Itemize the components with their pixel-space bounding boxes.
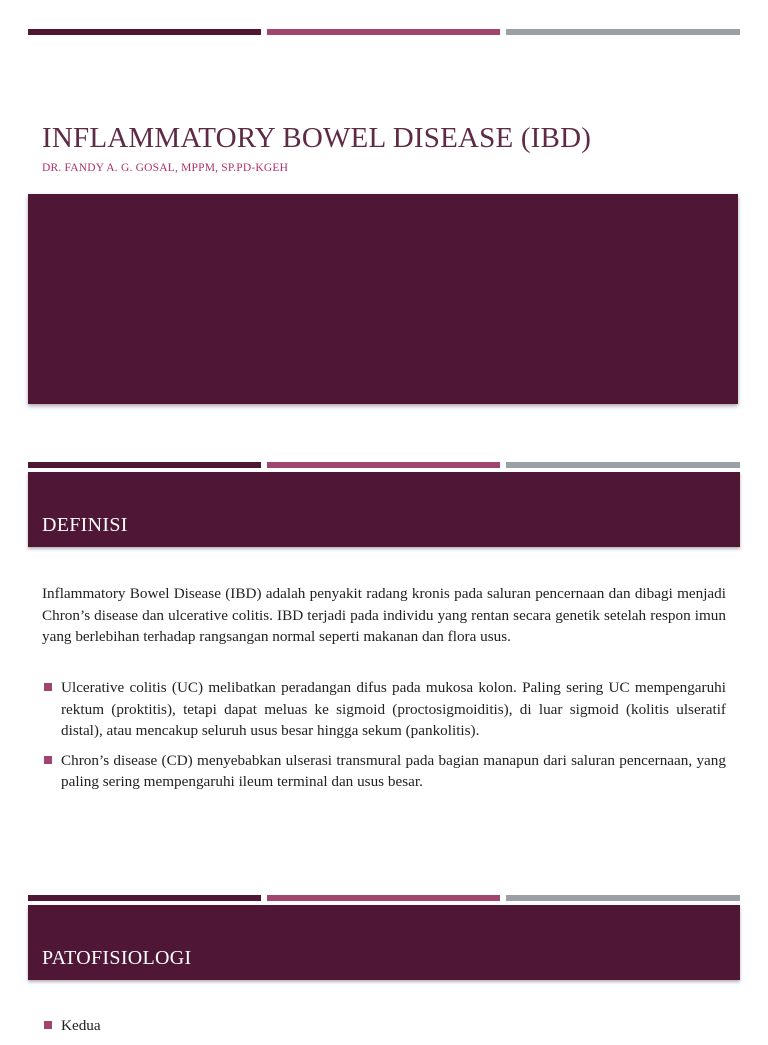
patofisiologi-stripe-accent [267, 895, 500, 901]
list-item [42, 750, 726, 793]
list-item [42, 677, 726, 742]
definisi-bullet-list [42, 677, 726, 801]
patofisiologi-header-band [28, 905, 740, 980]
definisi-stripe-gray [506, 462, 740, 468]
slide-title: INFLAMMATORY BOWEL DISEASE (IBD) [42, 122, 592, 154]
title-slide-panel [28, 194, 738, 404]
bullet-text: Ulcerative colitis (UC) melibatkan peradangan difus pada mukosa kolon. Paling sering UC mempengaruhi rektum (proktitis), tetapi dapat meluas ke sigmoid (proctosigmoiditis), di luar sigmoid (kolitis ulseratif distal), atau mencakup seluruh usus besar hingga sekum (pankolitis). [61, 679, 726, 739]
patofisiologi-stripe-gray [506, 895, 740, 901]
definisi-heading: DEFINISI [42, 514, 128, 536]
patofisiologi-heading: PATOFISIOLOGI [42, 947, 192, 969]
definisi-intro-paragraph: Inflammatory Bowel Disease (IBD) adalah penyakit radang kronis pada saluran pencernaan dan dibagi menjadi Chron’s disease dan ulcerative colitis. IBD terjadi pada individu yang rentan secara genetik setelah respon imun yang berlebihan terhadap rangsangan normal seperti makanan dan flora usus. [42, 585, 726, 645]
slide-subtitle: DR. FANDY A. G. GOSAL, MPPM, SP.PD-KGEH [42, 162, 289, 174]
patofisiologi-bullet-list [42, 1015, 726, 1045]
square-bullet-icon [44, 1021, 52, 1029]
definisi-stripe-dark [28, 462, 261, 468]
bullet-text: Chron’s disease (CD) menyebabkan ulserasi transmural pada bagian manapun dari saluran pencernaan, yang paling sering mempengaruhi ileum terminal dan usus besar. [61, 751, 726, 790]
definisi-header-band [28, 472, 740, 547]
top-stripe-gray [506, 29, 740, 35]
top-stripe-dark [28, 29, 261, 35]
square-bullet-icon [44, 683, 52, 691]
patofisiologi-stripe-dark [28, 895, 261, 901]
top-stripe-accent [267, 29, 500, 35]
bullet-text: Kedua [61, 1017, 101, 1034]
definisi-stripe-accent [267, 462, 500, 468]
square-bullet-icon [44, 756, 52, 764]
list-item [42, 1015, 726, 1037]
